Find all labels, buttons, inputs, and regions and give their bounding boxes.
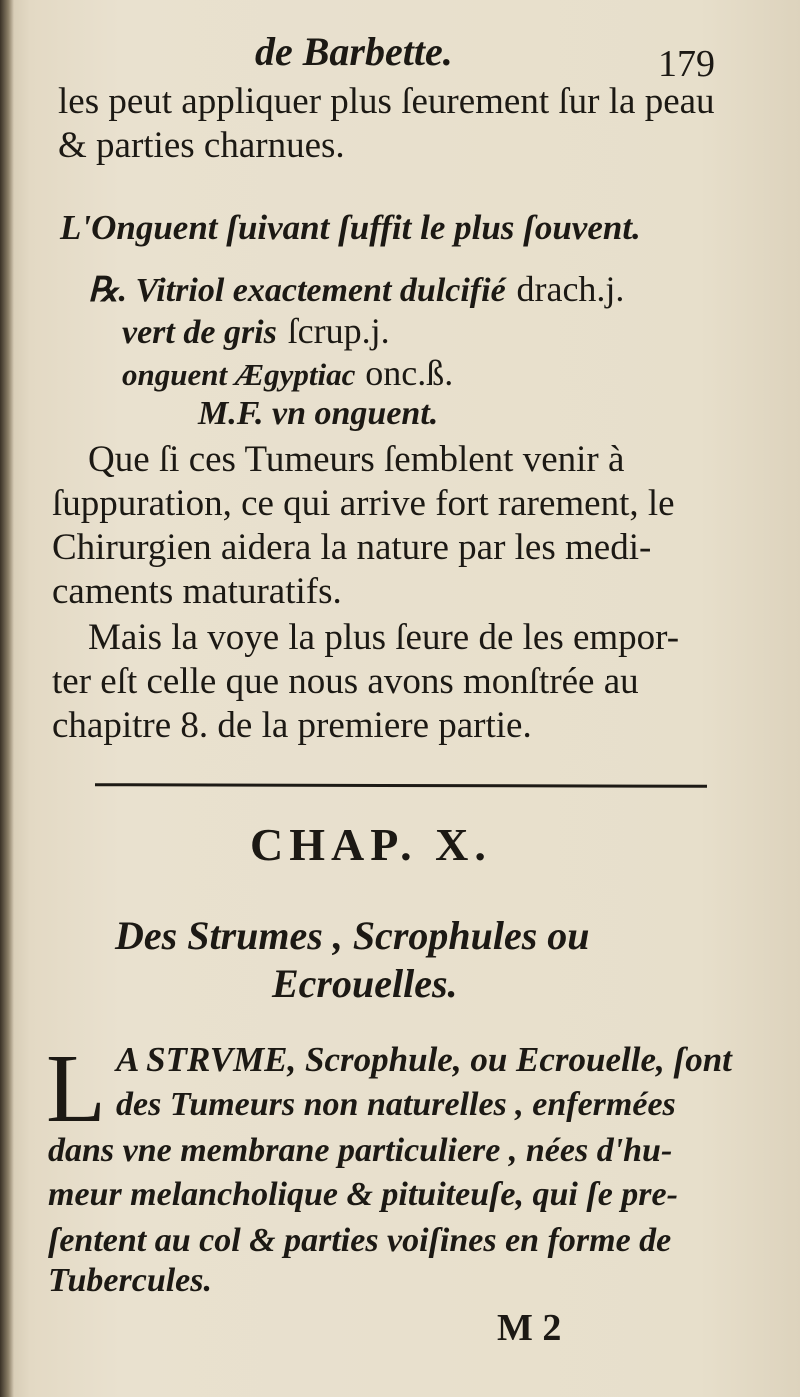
text-line: les peut appliquer plus ſeurement ſur la peau <box>58 81 715 122</box>
chapter-subtitle: Des Strumes , Scrophules ou <box>115 913 590 958</box>
signature-mark: M 2 <box>497 1307 562 1349</box>
recipe-item: onguent Ægyptiac <box>122 357 356 392</box>
chapter-first-line: A STRVME, Scrophule, ou Ecrouelle, ſont <box>116 1040 732 1079</box>
text-line: ter eſt celle que nous avons monſtrée au <box>52 661 639 702</box>
chapter-line: Tubercules. <box>48 1262 213 1299</box>
recipe-line <box>198 393 438 433</box>
drop-cap: L <box>46 1035 106 1143</box>
chapter-line: des Tumeurs non naturelles , enfermées <box>116 1086 676 1123</box>
chapter-line: dans vne membrane particuliere , nées d'hu- <box>48 1132 673 1169</box>
recipe-qty: onc.ß. <box>365 353 454 393</box>
chapter-line: ſentent au col & parties voiſines en forme de <box>48 1222 672 1259</box>
text-line: Chirurgien aidera la nature par les medi- <box>52 527 652 568</box>
page-number: 179 <box>658 43 715 85</box>
chapter-rule <box>95 783 707 788</box>
recipe-line <box>122 310 390 352</box>
chapter-subtitle: Ecrouelles. <box>272 961 458 1006</box>
recipe-item: ℞. Vitriol exactement dulcifié <box>88 272 506 309</box>
book-spine-shadow <box>0 0 14 1397</box>
running-head: de Barbette. <box>255 29 453 74</box>
recipe-item: M.F. vn onguent. <box>198 395 439 432</box>
recipe-qty: ſcrup.j. <box>287 311 390 351</box>
text-line: ſuppuration, ce qui arrive fort rarement, le <box>52 483 675 524</box>
recipe-qty: drach.j. <box>516 269 625 309</box>
recipe-line <box>122 352 453 394</box>
text-line: & parties charnues. <box>58 125 345 166</box>
recipe-item: vert de gris <box>122 314 277 351</box>
chapter-title: CHAP. X. <box>250 819 492 870</box>
chapter-line: meur melancholique & pituiteuſe, qui ſe pre- <box>48 1176 678 1213</box>
text-line: Que ſi ces Tumeurs ſemblent venir à <box>88 439 625 480</box>
text-line: chapitre 8. de la premiere partie. <box>52 705 532 746</box>
text-line: caments maturatifs. <box>52 571 342 612</box>
text-line: Mais la voye la plus ſeure de les empor- <box>88 617 680 658</box>
recipe-line <box>88 268 624 310</box>
recipe-heading: L'Onguent ſuivant ſuffit le plus ſouvent. <box>60 208 641 247</box>
